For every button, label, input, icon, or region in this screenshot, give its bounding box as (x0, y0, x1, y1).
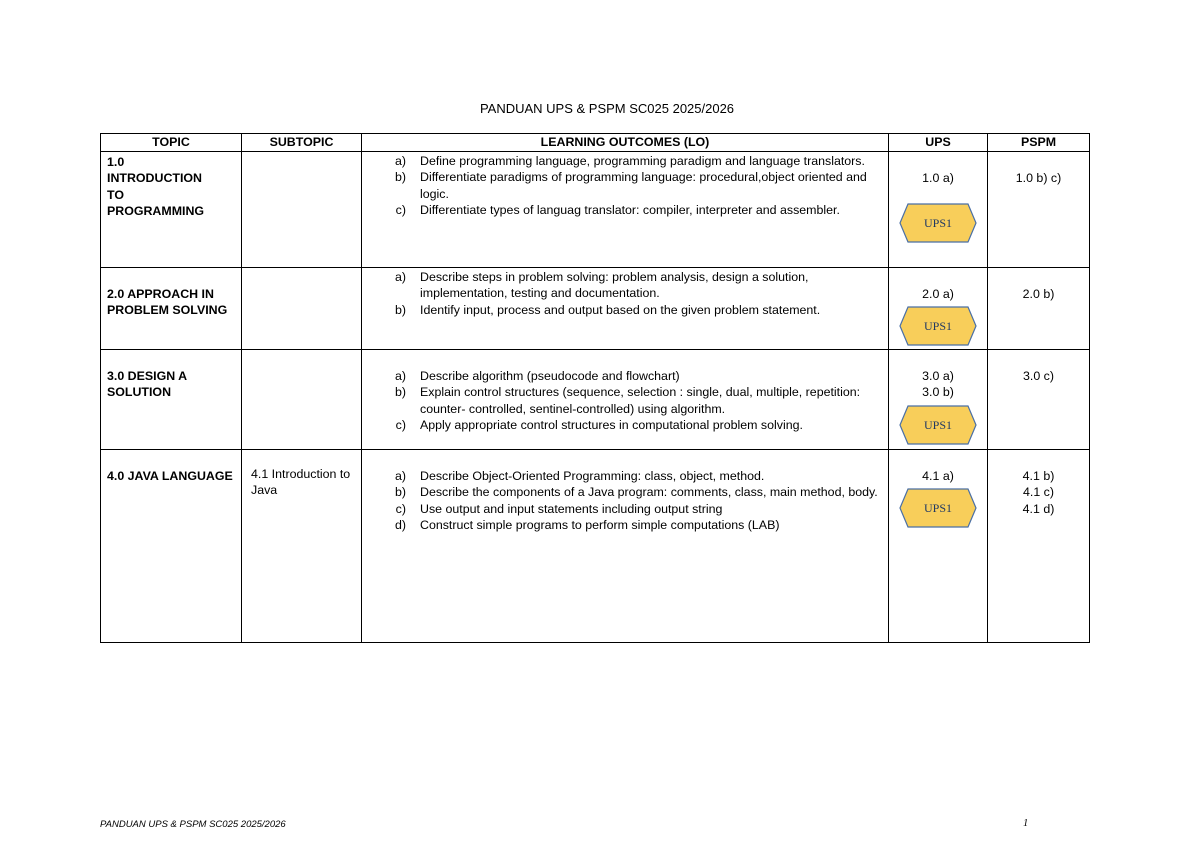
footer-document-title: PANDUAN UPS & PSPM SC025 2025/2026 (100, 819, 286, 830)
ups1-badge (889, 306, 987, 346)
table-row (101, 450, 1090, 643)
outcome-marker: a) (394, 154, 406, 168)
subtopic-cell (242, 350, 362, 450)
outcome-text: Construct simple programs to perform simple computations (LAB) (420, 517, 780, 532)
topic-title: 3.0 DESIGN A SOLUTION (107, 369, 187, 400)
pspm-cell (988, 152, 1090, 268)
outcome-marker: c) (395, 202, 406, 217)
pspm-cell (988, 350, 1090, 450)
pspm-code: 4.1 d) (1022, 501, 1055, 516)
learning-outcome-item (362, 384, 882, 417)
pspm-code: 3.0 c) (1023, 369, 1054, 383)
outcome-marker: a) (394, 469, 406, 483)
badge-label: UPS1 (923, 216, 953, 231)
pspm-code: 4.1 c) (1023, 485, 1054, 500)
pspm-cell (988, 450, 1090, 643)
outcome-marker: c) (395, 417, 406, 432)
outcome-marker: c) (395, 501, 406, 516)
learning-outcome-item (362, 302, 882, 318)
outcome-text: Differentiate types of languag translator: compiler, interpreter and assembler. (420, 202, 840, 217)
subtopic-cell (242, 450, 362, 643)
outcome-text: Describe steps in problem solving: problem analysis, design a solution, implementation, testing and documentation. (420, 270, 809, 301)
outcome-text: Apply appropriate control structures in computational problem solving. (420, 417, 803, 432)
document-title: PANDUAN UPS & PSPM SC025 2025/2026 (479, 101, 735, 116)
topic-cell (101, 350, 242, 450)
learning-outcome-item (362, 169, 882, 202)
ups1-badge-shape (899, 306, 977, 346)
badge-label: UPS1 (923, 319, 953, 334)
outcome-text: Use output and input statements including output string (420, 501, 723, 516)
outcome-marker: b) (394, 385, 406, 400)
topic-cell (101, 268, 242, 350)
topic-title: 2.0 APPROACH IN PROBLEM SOLVING (107, 287, 228, 318)
topic-cell (101, 450, 242, 643)
learning-outcome-item (362, 417, 882, 433)
header-learning-outcomes: LEARNING OUTCOMES (LO) (362, 134, 889, 152)
header-subtopic: SUBTOPIC (242, 134, 362, 152)
outcome-marker: a) (394, 270, 406, 284)
ups-cell (889, 350, 988, 450)
learning-outcome-item (362, 269, 882, 302)
learning-outcomes-cell (362, 450, 889, 643)
learning-outcome-item (362, 501, 882, 517)
pspm-code: 2.0 b) (1022, 287, 1055, 301)
outcome-text: Describe Object-Oriented Programming: class, object, method. (420, 469, 765, 483)
learning-outcome-item (362, 517, 882, 533)
outcome-marker: a) (394, 369, 406, 383)
ups1-badge (889, 405, 987, 445)
ups1-badge-shape (899, 488, 977, 528)
ups1-badge (889, 488, 987, 528)
table-header-row (101, 134, 1090, 152)
learning-outcome-item (362, 468, 882, 484)
ups-cell (889, 450, 988, 643)
learning-outcome-item (362, 153, 882, 169)
ups-code: 4.1 a) (922, 469, 954, 483)
outcome-text: Differentiate paradigms of programming language: procedural,object oriented and logic. (420, 170, 867, 201)
ups-code: 3.0 b) (922, 385, 954, 400)
table-row (101, 350, 1090, 450)
header-topic: TOPIC (101, 134, 242, 152)
header-pspm: PSPM (988, 134, 1090, 152)
topic-title: 1.0 INTRODUCTION TO PROGRAMMING (107, 155, 205, 218)
table-row (101, 268, 1090, 350)
learning-outcomes-cell (362, 350, 889, 450)
outcome-text: Describe the components of a Java program: comments, class, main method, body. (420, 485, 878, 500)
header-ups: UPS (889, 134, 988, 152)
topic-title: 4.0 JAVA LANGUAGE (107, 469, 233, 483)
outcome-marker: b) (394, 302, 406, 317)
ups-code: 3.0 a) (922, 369, 954, 383)
ups-code: 2.0 a) (922, 287, 954, 301)
learning-outcomes-list (362, 350, 888, 433)
subtopic-cell (242, 152, 362, 268)
learning-outcomes-list (362, 450, 888, 533)
ups1-badge-shape (899, 405, 977, 445)
subtopic-title: 4.1 Introduction to Java (251, 467, 351, 498)
ups-cell (889, 152, 988, 268)
ups-pspm-table (100, 133, 1090, 643)
learning-outcomes-cell (362, 152, 889, 268)
learning-outcomes-list (362, 152, 888, 218)
outcome-text: Define programming language, programming paradigm and language translators. (420, 154, 865, 168)
badge-label: UPS1 (923, 501, 953, 516)
pspm-cell (988, 268, 1090, 350)
learning-outcome-item (362, 484, 882, 500)
subtopic-cell (242, 268, 362, 350)
table-row (101, 152, 1090, 268)
learning-outcomes-list (362, 268, 888, 318)
outcome-marker: b) (394, 485, 406, 500)
outcome-text: Describe algorithm (pseudocode and flowchart) (420, 369, 680, 383)
badge-label: UPS1 (923, 417, 953, 432)
ups1-badge-shape (899, 203, 977, 243)
outcome-text: Identify input, process and output based on the given problem statement. (420, 302, 821, 317)
pspm-code: 4.1 b) (1022, 469, 1055, 483)
learning-outcome-item (362, 202, 882, 218)
ups-code: 1.0 a) (922, 171, 954, 185)
outcome-text: Explain control structures (sequence, selection : single, dual, multiple, repetition: counter- controlled, sentinel-controlled) using algorithm. (420, 385, 861, 416)
topic-cell (101, 152, 242, 268)
ups1-badge (889, 203, 987, 243)
page-number: 1 (1023, 818, 1029, 829)
pspm-code: 1.0 b) c) (1015, 171, 1062, 185)
learning-outcome-item (362, 368, 882, 384)
ups-cell (889, 268, 988, 350)
learning-outcomes-cell (362, 268, 889, 350)
outcome-marker: b) (394, 170, 406, 185)
outcome-marker: d) (394, 517, 406, 532)
